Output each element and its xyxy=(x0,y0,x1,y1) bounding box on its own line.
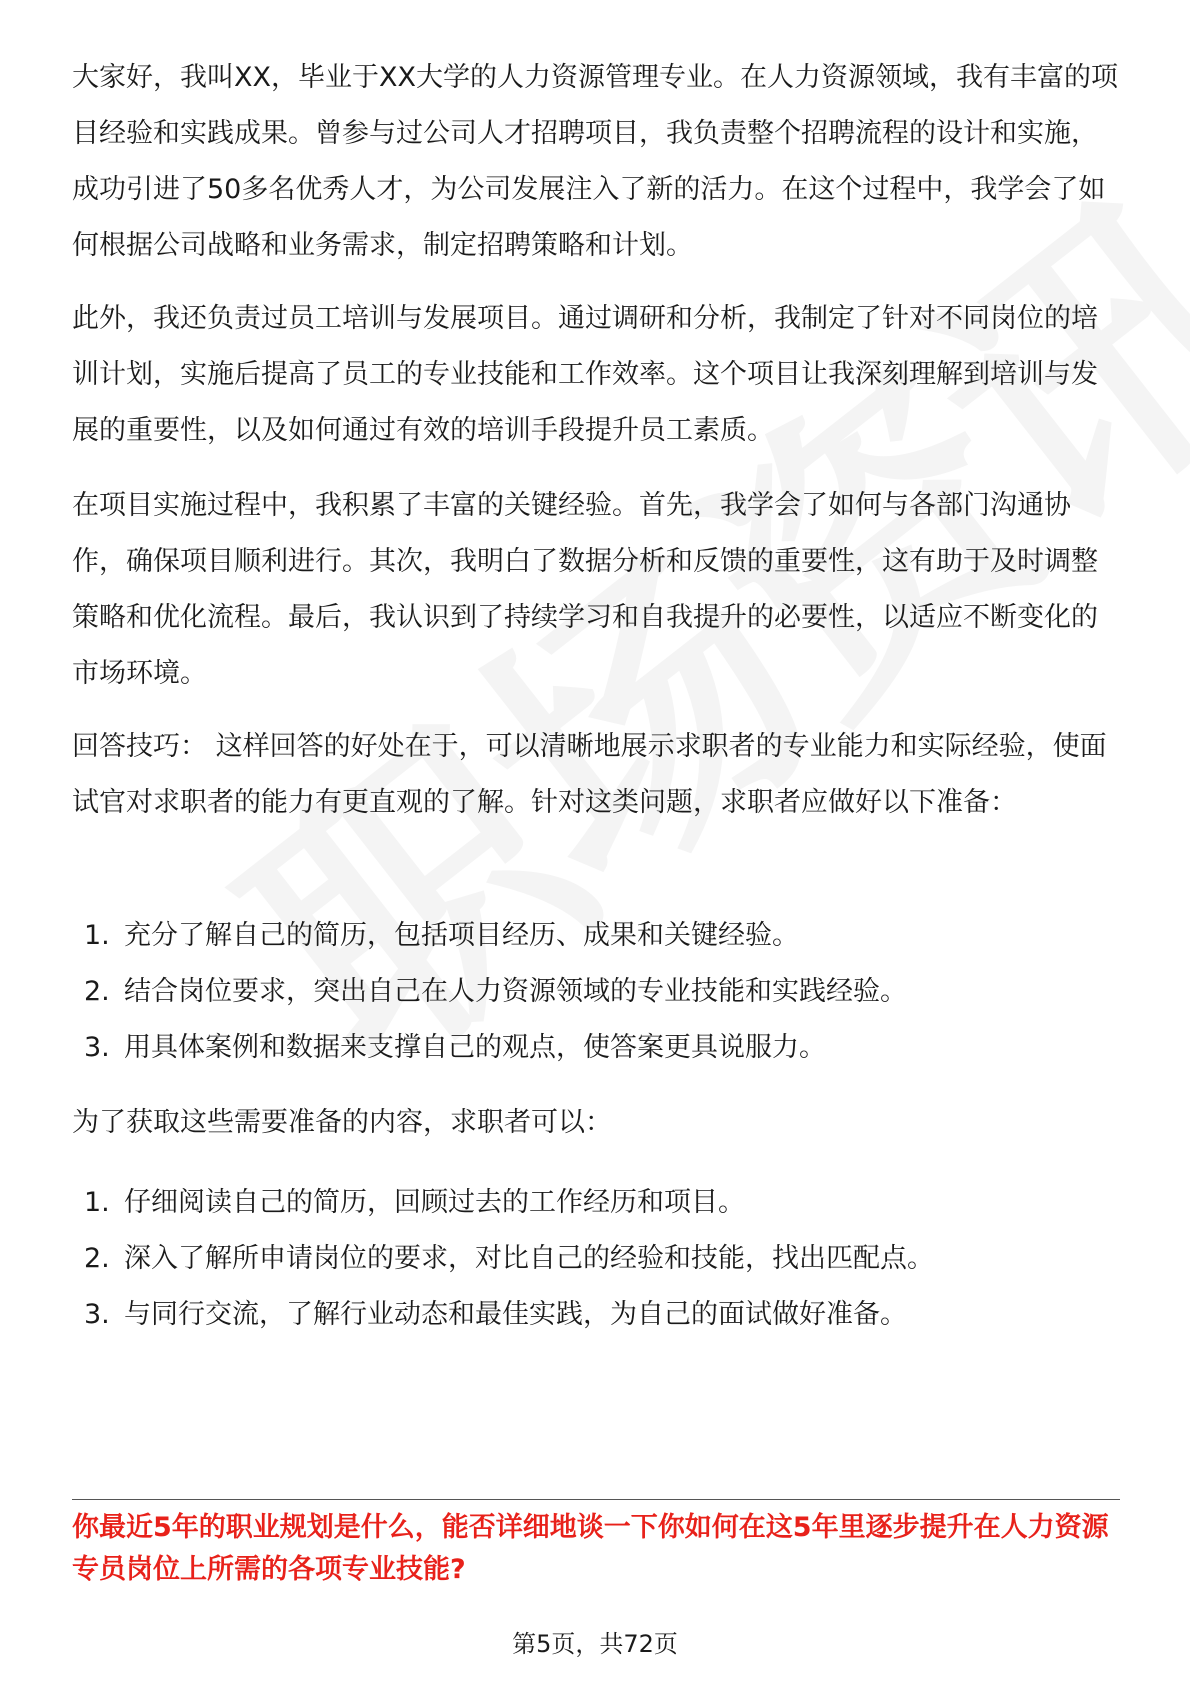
list-item: 2. 结合岗位要求，突出自己在人力资源领域的专业技能和实践经验。 xyxy=(84,976,907,1007)
paragraph-training-project: 此外，我还负责过员工培训与发展项目。通过调研和分析，我制定了针对不同岗位的培训计划，实施后提高了员工的专业技能和工作效率。这个项目让我深刻理解到培训与发展的重要性，以及如何通过有效的培训手段提升员工素质。 xyxy=(72,303,1098,446)
section-divider xyxy=(72,1499,1120,1500)
interview-question: 你最近5年的职业规划是什么，能否详细地谈一下你如何在这5年里逐步提升在人力资源专员岗位上所需的各项专业技能? xyxy=(72,1512,1109,1585)
list-item: 3. 用具体案例和数据来支撑自己的观点，使答案更具说服力。 xyxy=(84,1032,826,1063)
how-to-prepare-list xyxy=(84,1175,1124,1343)
paragraph-answer-tips: 回答技巧： 这样回答的好处在于，可以清晰地展示求职者的专业能力和实际经验，使面试官对求职者的能力有更直观的了解。针对这类问题，求职者应做好以下准备： xyxy=(72,731,1107,818)
page-number-footer: 第5页，共72页 xyxy=(512,1630,678,1658)
list-item: 1. 仔细阅读自己的简历，回顾过去的工作经历和项目。 xyxy=(84,1187,745,1218)
paragraph-key-experience: 在项目实施过程中，我积累了丰富的关键经验。首先，我学会了如何与各部门沟通协作，确保项目顺利进行。其次，我明白了数据分析和反馈的重要性，这有助于及时调整策略和优化流程。最后，我认识到了持续学习和自我提升的必要性，以适应不断变化的市场环境。 xyxy=(72,490,1098,689)
list-item: 1. 充分了解自己的简历，包括项目经历、成果和关键经验。 xyxy=(84,920,799,951)
list-item: 2. 深入了解所申请岗位的要求，对比自己的经验和技能，找出匹配点。 xyxy=(84,1243,934,1274)
paragraph-how-to-prepare: 为了获取这些需要准备的内容，求职者可以： xyxy=(72,1107,612,1138)
paragraph-self-intro: 大家好，我叫XX，毕业于XX大学的人力资源管理专业。在人力资源领域，我有丰富的项目经验和实践成果。曾参与过公司人才招聘项目，我负责整个招聘流程的设计和实施，成功引进了50多名优秀人才，为公司发展注入了新的活力。在这个过程中，我学会了如何根据公司战略和业务需求，制定招聘策略和计划。 xyxy=(72,62,1118,261)
list-item: 3. 与同行交流，了解行业动态和最佳实践，为自己的面试做好准备。 xyxy=(84,1299,907,1330)
preparation-list xyxy=(84,908,1124,1076)
